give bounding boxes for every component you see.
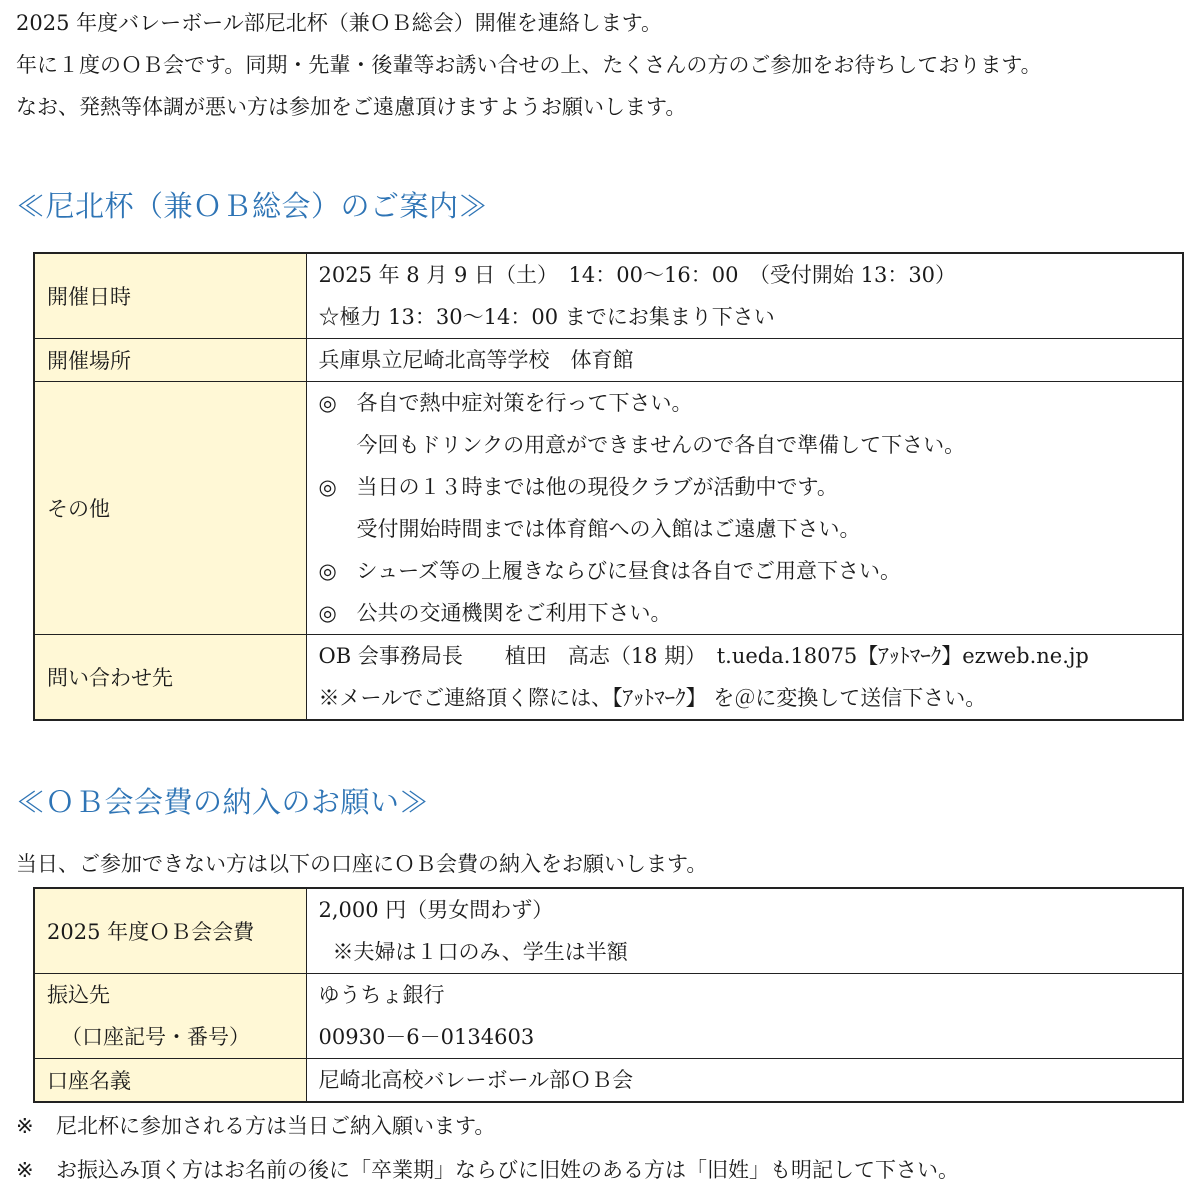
other-item-1 — [319, 382, 1183, 424]
note-2-text: お振込み頂く方はお名前の後に「卒業期」ならびに旧姓のある方は「旧姓」も明記して下さい。 — [56, 1158, 959, 1182]
contact-line-1: OB 会事務局長 植田 高志（18 期） t.ueda.18075【ｱｯﾄﾏｰｸ】ezweb.ne.jp — [318, 644, 1089, 668]
intro-line-1: 2025 年度バレーボール部尼北杯（兼ＯＢ総会）開催を連絡します。 — [16, 11, 663, 35]
intro-line-2: 年に１度のＯＢ会です。同期・先輩・後輩等お誘い合せの上、たくさんの方のご参加をお待ちしております。 — [16, 53, 1042, 77]
other-item-4 — [319, 592, 1183, 634]
event-info-table — [33, 252, 1184, 721]
fee-notes — [16, 1104, 959, 1192]
contact-label: 問い合わせ先 — [34, 635, 306, 721]
double-circle-icon: ◎ — [318, 391, 337, 415]
other-item-1-cont: 今回もドリンクの用意ができませんので各自で準備して下さい。 — [356, 433, 966, 457]
table-row-holder — [34, 1059, 1183, 1103]
bank-line-1: ゆうちょ銀行 — [318, 983, 445, 1007]
holder-text: 尼崎北高校バレーボール部ＯＢ会 — [318, 1068, 634, 1092]
other-item-2-text: 当日の１３時までは他の現役クラブが活動中です。 — [356, 475, 838, 499]
date-value — [306, 253, 1183, 339]
place-label: 開催場所 — [34, 339, 306, 382]
holder-value — [306, 1059, 1183, 1103]
double-circle-icon: ◎ — [318, 559, 337, 583]
note-1-text: 尼北杯に参加される方は当日ご納入願います。 — [56, 1114, 496, 1138]
other-item-2 — [319, 466, 1183, 508]
note-2 — [16, 1148, 959, 1192]
holder-label: 口座名義 — [34, 1059, 306, 1103]
other-item-4-text: 公共の交通機関をご利用下さい。 — [356, 601, 672, 625]
place-text: 兵庫県立尼崎北高等学校 体育館 — [318, 348, 634, 372]
fee-intro-text: 当日、ご参加できない方は以下の口座にＯＢ会費の納入をお願いします。 — [16, 852, 708, 876]
table-row-place — [34, 339, 1183, 382]
event-section-title: ≪尼北杯（兼ＯＢ総会）のご案内≫ — [16, 189, 489, 223]
contact-value — [306, 635, 1183, 721]
other-value — [306, 382, 1183, 635]
table-row-contact — [34, 635, 1183, 721]
other-label: その他 — [34, 382, 306, 635]
double-circle-icon: ◎ — [318, 601, 337, 625]
date-label: 開催日時 — [34, 253, 306, 339]
reference-mark-icon: ※ — [16, 1114, 34, 1138]
table-row-other — [34, 382, 1183, 635]
other-item-2-cont: 受付開始時間までは体育館への入館はご遠慮下さい。 — [356, 517, 861, 541]
reference-mark-icon: ※ — [16, 1158, 34, 1182]
double-circle-icon: ◎ — [318, 475, 337, 499]
intro-text — [16, 2, 1196, 128]
bank-value — [306, 974, 1183, 1059]
bank-line-2: 00930－6－0134603 — [318, 1025, 535, 1049]
bank-label — [34, 974, 306, 1059]
note-1 — [16, 1104, 959, 1148]
table-row-bank — [34, 974, 1183, 1059]
other-item-1-text: 各自で熱中症対策を行って下さい。 — [356, 391, 693, 415]
date-line-2: ☆極力 13：30～14：00 までにお集まり下さい — [318, 305, 775, 329]
intro-line-3: なお、発熱等体調が悪い方は参加をご遠慮頂けますようお願いします。 — [16, 95, 687, 119]
bank-label-line-1: 振込先 — [47, 983, 110, 1007]
fee-label: 2025 年度ＯＢ会会費 — [34, 888, 306, 974]
fee-line-1: 2,000 円（男女問わず） — [318, 898, 554, 922]
place-value — [306, 339, 1183, 382]
fee-section-title: ≪ＯＢ会会費の納入のお願い≫ — [16, 785, 430, 819]
table-row-fee — [34, 888, 1183, 974]
other-item-3 — [319, 550, 1183, 592]
bank-label-line-2: （口座記号・番号） — [61, 1025, 250, 1049]
fee-line-2: ※夫婦は１口のみ、学生は半額 — [332, 940, 628, 964]
table-row-date — [34, 253, 1183, 339]
contact-line-2: ※メールでご連絡頂く際には、【ｱｯﾄﾏｰｸ】 を＠に変換して送信下さい。 — [318, 686, 987, 710]
fee-info-table — [33, 887, 1184, 1103]
other-item-3-text: シューズ等の上履きならびに昼食は各自でご用意下さい。 — [356, 559, 902, 583]
date-line-1: 2025 年 8 月 9 日（土） 14：00～16：00 （受付開始 13：30） — [318, 263, 957, 287]
fee-value — [306, 888, 1183, 974]
